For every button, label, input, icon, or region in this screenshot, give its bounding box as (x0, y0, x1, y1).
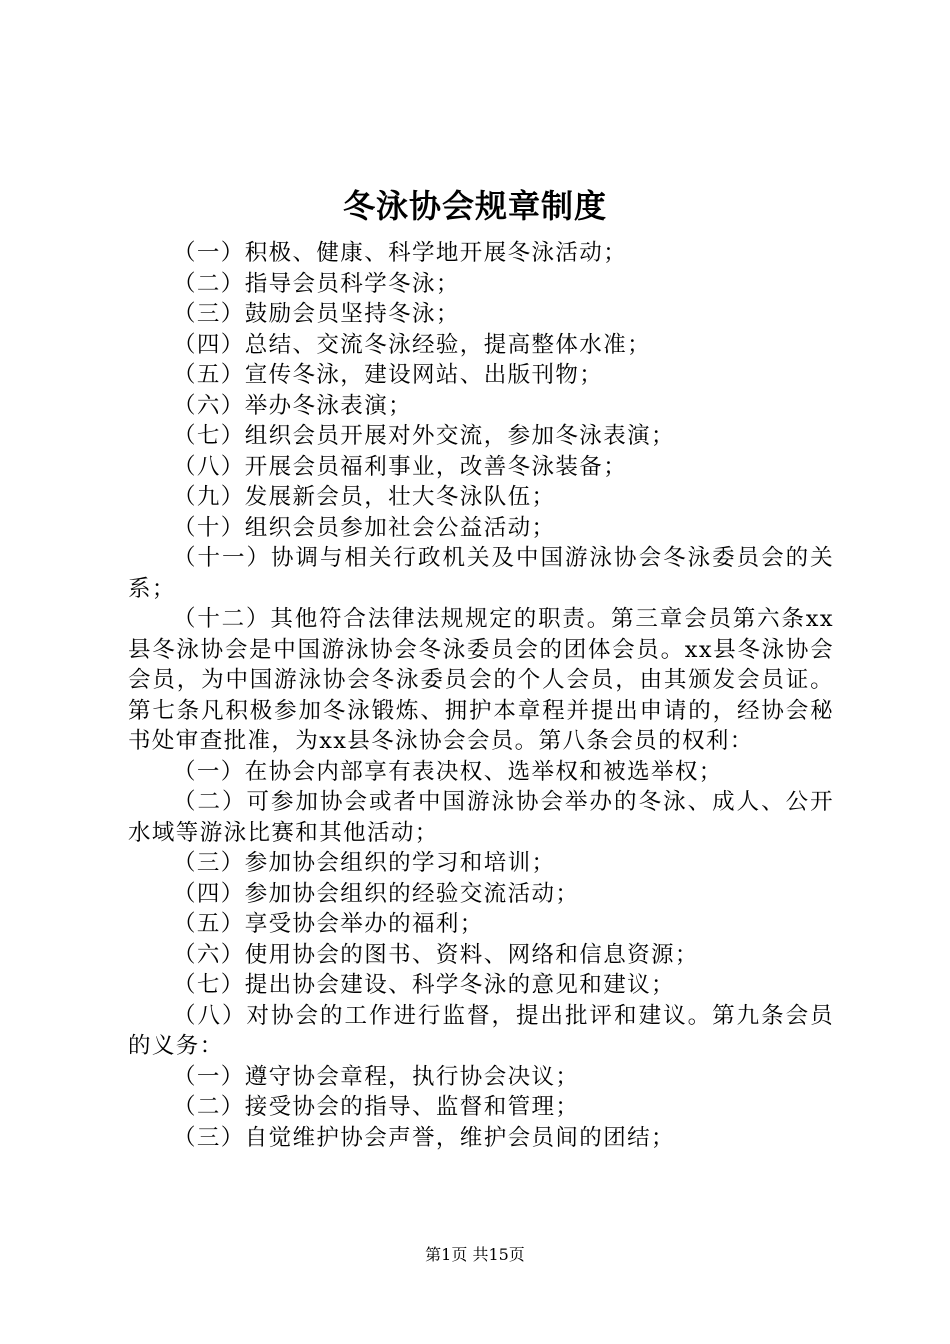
document-body (128, 238, 834, 1153)
paragraph: （十一）协调与相关行政机关及中国游泳协会冬泳委员会的关系； (128, 545, 834, 602)
paragraph: （四）总结、交流冬泳经验，提高整体水准； (173, 331, 652, 358)
document-title: 冬泳协会规章制度 (342, 187, 607, 225)
paragraph: （二）指导会员科学冬泳； (173, 270, 460, 297)
paragraph: （九）发展新会员，壮大冬泳队伍； (173, 484, 556, 510)
paragraph: （三）自觉维护协会声誉，维护会员间的团结； (173, 1124, 675, 1151)
paragraph: （六）使用协会的图书、资料、网络和信息资源； (173, 941, 699, 968)
paragraph: （二）接受协会的指导、监督和管理； (173, 1094, 580, 1120)
paragraph: （三）参加协会组织的学习和培训； (173, 850, 556, 876)
paragraph: （十）组织会员参加社会公益活动； (173, 514, 556, 541)
paragraph: （八）对协会的工作进行监督，提出批评和建议。第九条会员的义务： (128, 1002, 834, 1059)
paragraph: （十二）其他符合法律法规规定的职责。第三章会员第六条xx县冬泳协会是中国游泳协会冬泳委员会的团体会员。xx县冬泳协会会员，为中国游泳协会冬泳委员会的个人会员，由其颁发会员证。第七条凡积极参加冬泳锻炼、拥护本章程并提出申请的，经协会秘书处审查批准，为xx县冬泳协会会员。第八条会员的权利： (128, 606, 834, 754)
paragraph: （一）积极、健康、科学地开展冬泳活动； (173, 240, 628, 266)
paragraph: （一）在协会内部享有表决权、选举权和被选举权； (173, 758, 723, 785)
paragraph: （六）举办冬泳表演； (173, 392, 413, 419)
paragraph: （七）组织会员开展对外交流，参加冬泳表演； (173, 423, 675, 449)
paragraph: （四）参加协会组织的经验交流活动； (173, 880, 580, 907)
page-footer: 第1页 共15页 (425, 1245, 525, 1264)
paragraph: （三）鼓励会员坚持冬泳； (173, 301, 460, 327)
paragraph: （八）开展会员福利事业，改善冬泳装备； (173, 453, 628, 480)
paragraph: （五）宣传冬泳，建设网站、出版刊物； (173, 362, 604, 388)
paragraph: （一）遵守协会章程，执行协会决议； (173, 1063, 580, 1090)
paragraph: （五）享受协会举办的福利； (173, 911, 484, 937)
paragraph: （二）可参加协会或者中国游泳协会举办的冬泳、成人、公开水域等游泳比赛和其他活动； (128, 789, 834, 846)
paragraph: （七）提出协会建设、科学冬泳的意见和建议； (173, 972, 675, 998)
